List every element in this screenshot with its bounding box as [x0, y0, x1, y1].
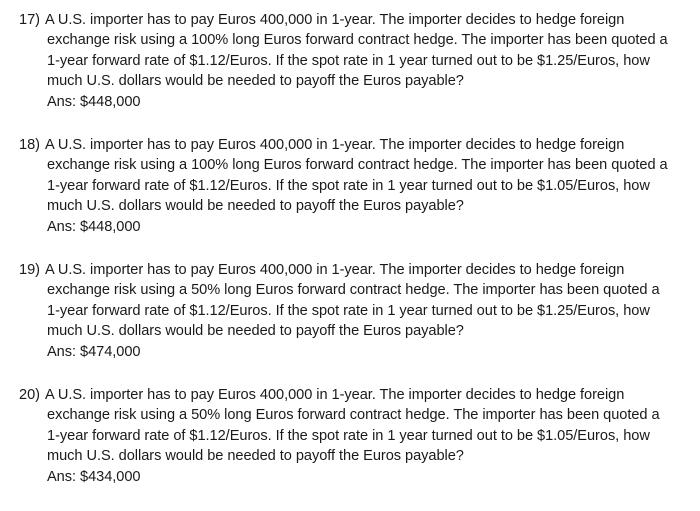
question-text-line: A U.S. importer has to pay Euros 400,000 in 1-year. The importer decides to hedge foreign — [44, 262, 625, 278]
question-text-line: 1-year forward rate of $1.12/Euros. If the spot rate in 1 year turned out to be $1.25/Euros, how — [47, 53, 650, 69]
question-number: 17) — [19, 12, 40, 28]
question-number: 18) — [19, 137, 40, 153]
question-text-line: 1-year forward rate of $1.12/Euros. If the spot rate in 1 year turned out to be $1.05/Euros, how — [47, 178, 650, 194]
question-text-line: exchange risk using a 50% long Euros forward contract hedge. The importer has been quoted a — [47, 282, 660, 298]
answer: Ans: $434,000 — [47, 469, 141, 485]
question-text-line: 1-year forward rate of $1.12/Euros. If the spot rate in 1 year turned out to be $1.25/Euros, how — [47, 303, 650, 319]
question-first-line — [19, 260, 624, 280]
question-number: 19) — [19, 262, 40, 278]
answer: Ans: $474,000 — [47, 344, 141, 360]
question-first-line — [19, 385, 624, 405]
question-text-line: exchange risk using a 100% long Euros forward contract hedge. The importer has been quoted a — [47, 32, 668, 48]
question-text-line: A U.S. importer has to pay Euros 400,000 in 1-year. The importer decides to hedge foreign — [44, 137, 625, 153]
question-text-line: A U.S. importer has to pay Euros 400,000 in 1-year. The importer decides to hedge foreign — [44, 12, 625, 28]
question-text-line: much U.S. dollars would be needed to payoff the Euros payable? — [47, 448, 464, 464]
question-first-line — [19, 10, 624, 30]
answer: Ans: $448,000 — [47, 94, 141, 110]
question-text-line: 1-year forward rate of $1.12/Euros. If the spot rate in 1 year turned out to be $1.05/Euros, how — [47, 428, 650, 444]
question-text-line: much U.S. dollars would be needed to payoff the Euros payable? — [47, 73, 464, 89]
question-text-line: much U.S. dollars would be needed to payoff the Euros payable? — [47, 198, 464, 214]
question-first-line — [19, 135, 624, 155]
question-text-line: exchange risk using a 50% long Euros forward contract hedge. The importer has been quoted a — [47, 407, 660, 423]
question-text-line: much U.S. dollars would be needed to payoff the Euros payable? — [47, 323, 464, 339]
question-text-line: A U.S. importer has to pay Euros 400,000 in 1-year. The importer decides to hedge foreign — [44, 387, 625, 403]
question-number: 20) — [19, 387, 40, 403]
answer: Ans: $448,000 — [47, 219, 141, 235]
question-text-line: exchange risk using a 100% long Euros forward contract hedge. The importer has been quoted a — [47, 157, 668, 173]
